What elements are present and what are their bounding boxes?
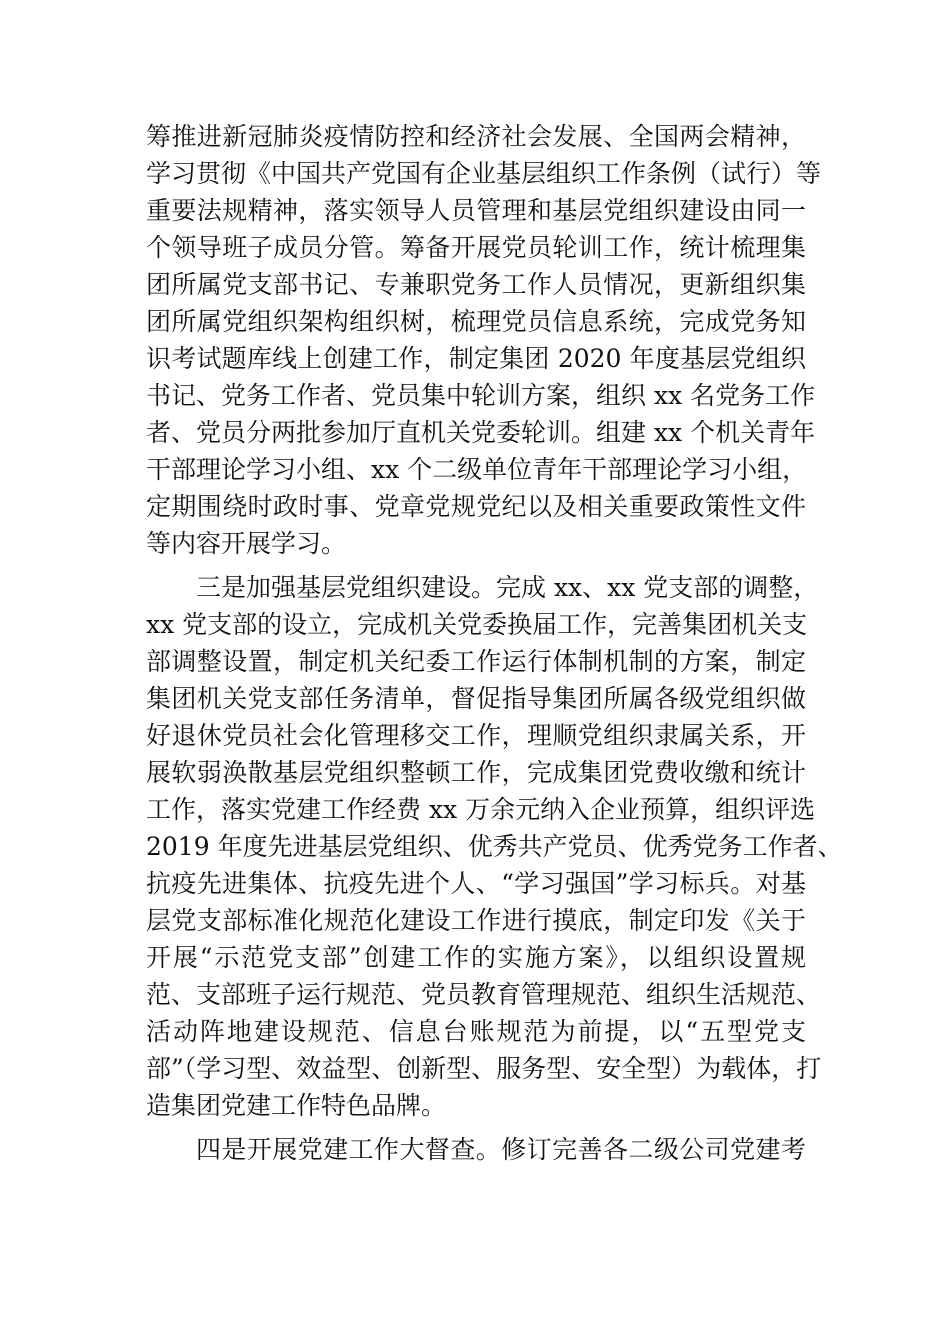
text-line: 四是开展党建工作大督查。修订完善各二级公司党建考: [196, 1135, 806, 1164]
text-line: 三是加强基层党组织建设。完成 xx、xx 党支部的调整，: [196, 573, 819, 602]
text-line: 者、党员分两批参加厅直机关党委轮训。组建 xx 个机关青年: [146, 418, 816, 447]
text-line: 部”（学习型、效益型、创新型、服务型、安全型）为载体，打: [146, 1054, 822, 1083]
text-line: 个领导班子成员分管。筹备开展党员轮训工作，统计梳理集: [146, 233, 806, 262]
document-body: [146, 118, 843, 1168]
text-line: xx 党支部的设立，完成机关党委换届工作，完善集团机关支: [146, 610, 808, 639]
text-line: 干部理论学习小组、xx 个二级单位青年干部理论学习小组，: [146, 455, 808, 484]
text-line: 部调整设置，制定机关纪委工作运行体制机制的方案，制定: [146, 647, 806, 676]
text-line: 抗疫先进集体、抗疫先进个人、“学习强国”学习标兵。对基: [146, 869, 806, 898]
paragraph-p1: [146, 118, 822, 562]
text-line: 书记、党务工作者、党员集中轮训方案，组织 xx 名党务工作: [146, 381, 816, 410]
text-line: 活动阵地建设规范、信息台账规范为前提，以“五型党支: [146, 1017, 806, 1046]
text-line: 展软弱涣散基层党组织整顿工作，完成集团党费收缴和统计: [146, 758, 806, 787]
paragraph-gap: [146, 562, 806, 569]
text-line: 工作，落实党建工作经费 xx 万余元纳入企业预算，组织评选: [146, 795, 816, 824]
text-line: 重要法规精神，落实领导人员管理和基层党组织建设由同一: [146, 196, 806, 225]
text-line: 范、支部班子运行规范、党员教育管理规范、组织生活规范、: [146, 980, 822, 1009]
text-line: 等内容开展学习。: [146, 529, 347, 558]
text-line: 造集团党建工作特色品牌。: [146, 1091, 447, 1120]
text-line: 2019 年度先进基层党组织、优秀共产党员、优秀党务工作者、: [146, 832, 843, 861]
paragraph-gap: [146, 1124, 806, 1131]
paragraph-p2: [146, 569, 843, 1124]
text-line: 开展“示范党支部”创建工作的实施方案》，以组织设置规: [146, 943, 806, 972]
text-line: 团所属党组织架构组织树，梳理党员信息系统，完成党务知: [146, 307, 806, 336]
text-line: 层党支部标准化规范化建设工作进行摸底，制定印发《关于: [146, 906, 806, 935]
text-line: 筹推进新冠肺炎疫情防控和经济社会发展、全国两会精神，: [146, 122, 806, 151]
text-line: 集团机关党支部任务清单，督促指导集团所属各级党组织做: [146, 684, 806, 713]
text-line: 团所属党支部书记、专兼职党务工作人员情况，更新组织集: [146, 270, 806, 299]
text-line: 好退休党员社会化管理移交工作，理顺党组织隶属关系，开: [146, 721, 806, 750]
text-line: 识考试题库线上创建工作，制定集团 2020 年度基层党组织: [146, 344, 806, 373]
paragraph-p3: [146, 1131, 806, 1168]
text-line: 学习贯彻《中国共产党国有企业基层组织工作条例（试行）等: [146, 159, 822, 188]
text-line: 定期围绕时政时事、党章党规党纪以及相关重要政策性文件: [146, 492, 806, 521]
